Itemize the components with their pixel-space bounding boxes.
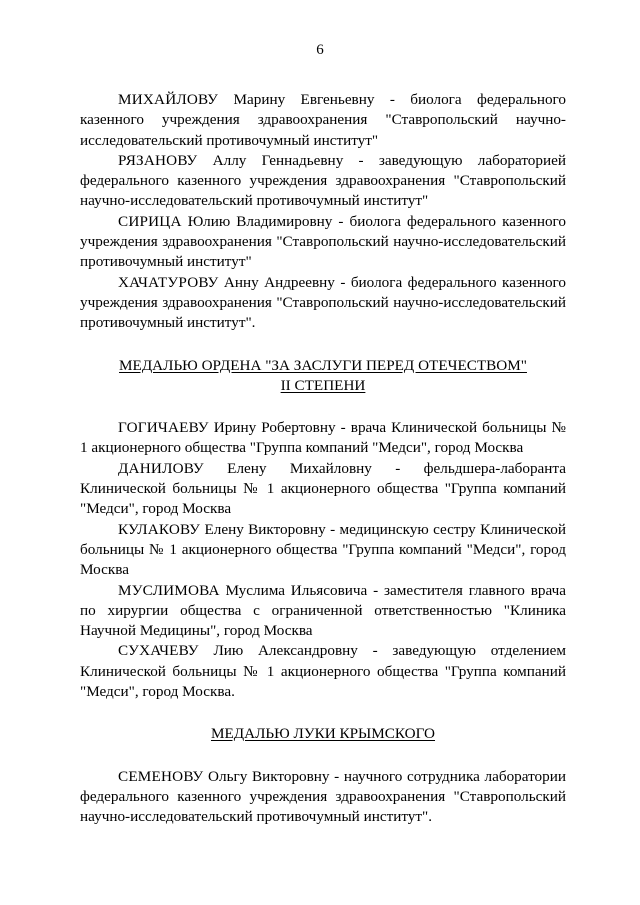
recipient-details: Ирину Робертовну - врача Клинической больницы № 1 акционерного общества "Группа компаний "Медси", город Москва bbox=[80, 419, 566, 457]
award-section-order-medal bbox=[80, 356, 566, 703]
award-entry bbox=[80, 520, 566, 581]
recipient-surname: ГОГИЧАЕВУ bbox=[118, 419, 209, 437]
award-entry bbox=[80, 459, 566, 520]
award-entry bbox=[80, 581, 566, 642]
recipient-details: Лию Александровну - заведующую отделением Клинической больницы № 1 акционерного общества "Группа компаний "Медси", город Москва. bbox=[80, 642, 566, 701]
recipient-details: Муслима Ильясовича - заместителя главного врача по хирургии общества с ограниченной ответственностью "Клиника Научной Медицины", город Москва bbox=[80, 581, 566, 640]
award-entry bbox=[80, 151, 566, 212]
recipient-surname: СИРИЦА bbox=[118, 212, 182, 230]
award-entry bbox=[80, 90, 566, 151]
recipient-surname: МУСЛИМОВА bbox=[118, 581, 220, 599]
award-entry bbox=[80, 273, 566, 334]
recipient-details: Марину Евгеньевну - биолога федерального казенного учреждения здравоохранения "Ставропольский научно-исследовательский противочумный институт" bbox=[80, 91, 566, 149]
recipient-details: Ольгу Викторовну - научного сотрудника лаборатории федерального казенного учреждения здравоохранения "Ставропольский научно-исследовательский противочумный институт". bbox=[80, 767, 566, 826]
recipient-surname: МИХАЙЛОВУ bbox=[118, 91, 219, 108]
award-section-continuation bbox=[80, 90, 566, 334]
section-heading-degree: II СТЕПЕНИ bbox=[280, 376, 366, 394]
award-entry bbox=[80, 418, 566, 459]
recipient-details: Анну Андреевну - биолога федерального казенного учреждения здравоохранения "Ставропольский научно-исследовательский противочумный институт". bbox=[80, 273, 566, 332]
recipient-surname: СЕМЕНОВУ bbox=[118, 767, 204, 785]
recipient-surname: РЯЗАНОВУ bbox=[118, 151, 198, 169]
award-entry bbox=[80, 212, 566, 273]
page-number: 6 bbox=[316, 42, 324, 58]
recipient-details: Юлию Владимировну - биолога федерального казенного учреждения здравоохранения "Ставропольский научно-исследовательский противочумный институт" bbox=[80, 212, 566, 271]
recipient-details: Елену Викторовну - медицинскую сестру Клинической больницы № 1 акционерного общества "Группа компаний "Медси", город Москва bbox=[80, 520, 566, 579]
recipient-surname: КУЛАКОВУ bbox=[118, 520, 201, 538]
section-heading: МЕДАЛЬЮ ЛУКИ КРЫМСКОГО bbox=[210, 725, 436, 743]
recipient-details: Елену Михайловну - фельдшера-лаборанта Клинической больницы № 1 акционерного общества "Группа компаний "Медси", город Москва bbox=[80, 459, 566, 518]
award-section-luka-medal bbox=[80, 724, 566, 827]
recipient-surname: ХАЧАТУРОВУ bbox=[118, 273, 219, 291]
recipient-surname: СУХАЧЕВУ bbox=[118, 642, 199, 660]
award-entry bbox=[80, 767, 566, 828]
award-entry bbox=[80, 641, 566, 702]
recipient-details: Аллу Геннадьевну - заведующую лабораторией федерального казенного учреждения здравоохранения "Ставропольский научно-исследовательский противочумный институт" bbox=[80, 151, 566, 210]
recipient-surname: ДАНИЛОВУ bbox=[118, 459, 204, 477]
award-list bbox=[80, 90, 566, 828]
section-heading: МЕДАЛЬЮ ОРДЕНА "ЗА ЗАСЛУГИ ПЕРЕД ОТЕЧЕСТВОМ" bbox=[119, 356, 527, 374]
